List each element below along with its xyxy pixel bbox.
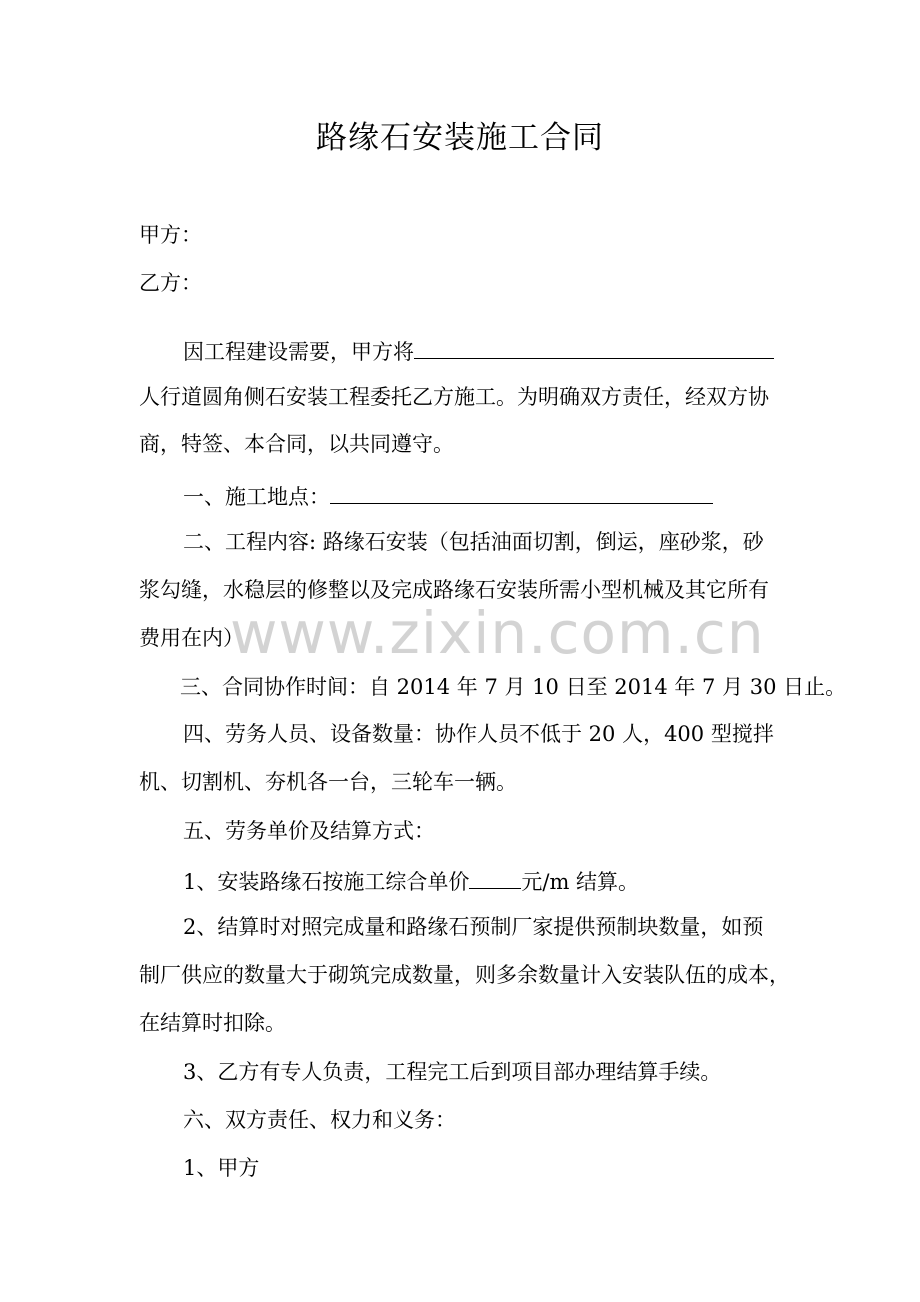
section-5-item-2-line-3: 在结算时扣除。	[139, 1011, 286, 1035]
section-5-item-2-line-1: 2、结算时对照完成量和路缘石预制厂家提供预制块数量，如预	[183, 915, 764, 939]
section-6-heading: 六、双方责任、权力和义务：	[183, 1108, 456, 1132]
section-1-location	[183, 481, 713, 511]
section-4-line-2: 机、切割机、夯机各一台，三轮车一辆。	[139, 770, 517, 794]
unit-price-suffix: 元/m 结算。	[521, 870, 640, 894]
document-title: 路缘石安装施工合同	[316, 120, 604, 156]
watermark: www.zixin.com.cn	[230, 599, 765, 667]
section-2-line-2: 浆勾缝，水稳层的修整以及完成路缘石安装所需小型机械及其它所有	[139, 578, 769, 602]
section-4-line-1: 四、劳务人员、设备数量：协作人员不低于 20 人，400 型搅拌	[183, 722, 774, 746]
intro-line-3: 商，特签、本合同，以共同遵守。	[139, 432, 454, 456]
section-5-heading: 五、劳务单价及结算方式：	[183, 819, 435, 843]
section-1-label: 一、施工地点：	[183, 485, 330, 509]
party-b-label: 乙方：	[139, 271, 202, 295]
section-5-item-2-line-2: 制厂供应的数量大于砌筑完成数量，则多余数量计入安装队伍的成本，	[139, 963, 790, 987]
section-2-line-3: 费用在内）	[139, 626, 244, 650]
unit-price-prefix: 1、安装路缘石按施工综合单价	[183, 870, 470, 894]
section-6-item-1: 1、甲方	[183, 1156, 260, 1180]
unit-price-blank	[469, 866, 521, 889]
party-a-label: 甲方：	[139, 223, 202, 247]
intro-line-2: 人行道圆角侧石安装工程委托乙方施工。为明确双方责任，经双方协	[139, 385, 769, 409]
project-name-blank	[414, 336, 774, 359]
section-5-item-3: 3、乙方有专人负责，工程完工后到项目部办理结算手续。	[183, 1060, 722, 1084]
location-blank	[330, 481, 713, 504]
section-3-time: 三、合同协作时间：自 2014 年 7 月 10 日至 2014 年 7 月 30 日止。	[180, 675, 847, 699]
intro-line-1	[183, 336, 774, 366]
section-2-line-1: 二、工程内容: 路缘石安装（包括油面切割，倒运，座砂浆，砂	[183, 530, 764, 554]
section-5-item-1	[183, 866, 639, 896]
intro-prefix: 因工程建设需要，甲方将	[183, 340, 414, 364]
